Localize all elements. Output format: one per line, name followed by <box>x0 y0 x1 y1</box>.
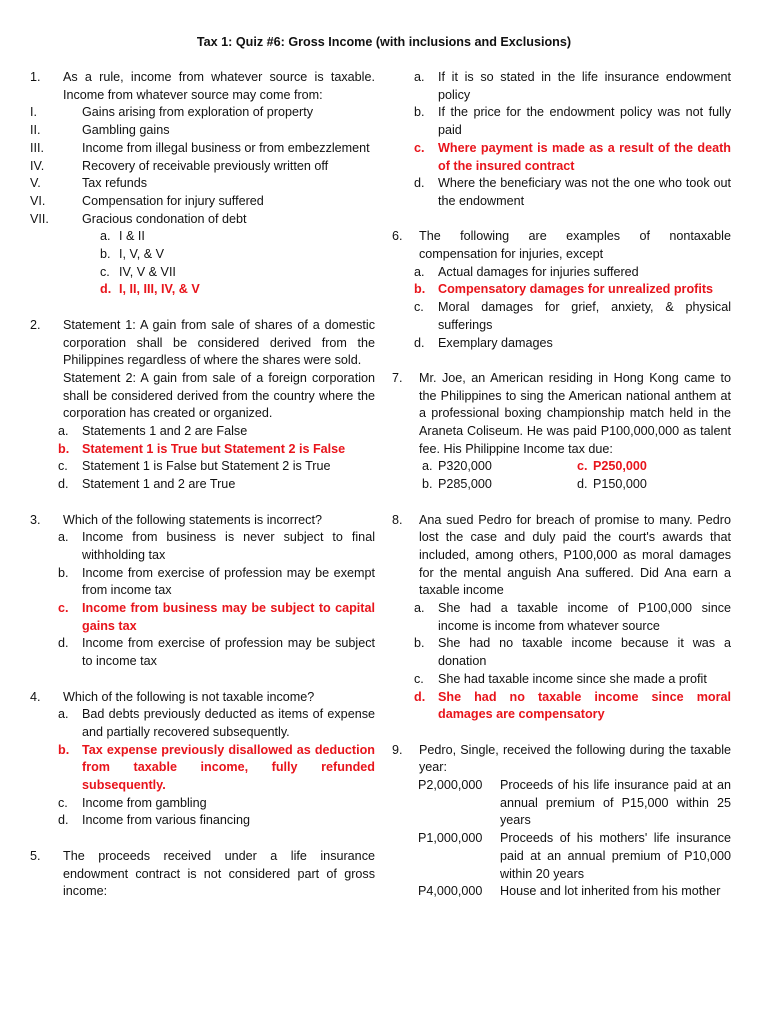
option-marker: b. <box>414 636 425 651</box>
option-marker: a. <box>58 424 69 439</box>
option-text: I, V, & V <box>119 247 165 262</box>
question-7 <box>392 370 731 459</box>
option-marker: b. <box>422 477 433 492</box>
option-text: She had no taxable income since moral damages are compensatory <box>438 689 731 722</box>
option-text: Exemplary damages <box>438 335 553 350</box>
receipt-amount: P4,000,000 <box>418 884 483 899</box>
question-number: 2. <box>30 317 41 332</box>
option-marker: a. <box>58 530 69 545</box>
option-text: Where the beneficiary was not the one who took out the endowment <box>438 176 731 208</box>
option-text: Statement 1 is True but Statement 2 is False <box>82 441 346 456</box>
question-2 <box>30 317 375 370</box>
receipt-amount: P2,000,000 <box>418 778 483 793</box>
question-number: 7. <box>392 370 403 385</box>
option-text: Income from exercise of profession may be subject to income tax <box>82 636 375 669</box>
option-marker: b. <box>58 441 70 456</box>
option-marker: a. <box>100 229 111 244</box>
option-b-correct <box>30 441 375 459</box>
option-text: I & II <box>119 229 145 244</box>
option-marker: c. <box>414 671 424 686</box>
option-text: Statement 1 and 2 are True <box>82 477 236 492</box>
option-a <box>30 423 375 441</box>
question-3 <box>30 512 375 530</box>
question-number: 9. <box>392 742 403 757</box>
option-d <box>392 175 731 210</box>
option-c-correct-text: P250,000 <box>593 459 647 474</box>
option-b <box>30 246 375 264</box>
question-text: Which of the following statements is incorrect? <box>63 512 322 527</box>
option-d <box>30 476 375 494</box>
option-c-correct <box>392 140 731 175</box>
question-text: The following are examples of nontaxable compensation for injuries, except <box>419 229 731 262</box>
roman-item <box>30 140 375 158</box>
question-2-statement-2 <box>30 370 375 423</box>
roman-item <box>30 158 375 176</box>
option-marker: c. <box>414 300 424 315</box>
receipt-item <box>392 883 731 901</box>
question-text: Ana sued Pedro for breach of promise to many. Pedro lost the case and duly paid the court's awards that included, among others, P100,000 as moral damages for the mental anguish Ana suffered. Did Ana earn a taxable income <box>419 512 731 598</box>
option-marker: a. <box>414 601 425 616</box>
option-marker: b. <box>414 282 426 297</box>
item-text: Compensation for injury suffered <box>82 193 264 208</box>
option-marker: d. <box>414 689 426 704</box>
question-text: Statement 1: A gain from sale of shares of a domestic corporation shall be considered derived from the Philippines regardless of where the shares were sold. <box>63 317 375 368</box>
option-b <box>392 104 731 139</box>
option-text: IV, V & VII <box>119 264 176 279</box>
option-b <box>30 565 375 600</box>
roman-item <box>30 122 375 140</box>
option-marker: d. <box>58 636 69 651</box>
option-text: Actual damages for injuries suffered <box>438 264 639 279</box>
option-marker: c. <box>58 601 69 616</box>
option-text: Bad debts previously deducted as items of expense and partially recovered subsequently. <box>82 707 375 739</box>
question-number: 1. <box>30 70 41 84</box>
question-text: As a rule, income from whatever source is taxable. Income from whatever source may come from: <box>63 70 375 102</box>
option-a <box>30 706 375 741</box>
option-marker: d. <box>414 176 425 191</box>
option-marker: a. <box>414 264 425 279</box>
question-number: 4. <box>30 689 41 704</box>
option-text: Income from business may be subject to capital gains tax <box>82 601 375 633</box>
option-c <box>392 299 731 334</box>
roman-marker: VII. <box>30 211 49 226</box>
question-7-options <box>392 458 731 493</box>
option-marker: c. <box>58 459 68 474</box>
item-text: Tax refunds <box>82 176 148 191</box>
question-9 <box>392 742 731 777</box>
option-b-correct <box>392 281 731 299</box>
option-text: I, II, III, IV, & V <box>119 282 200 297</box>
option-marker: b. <box>58 742 70 757</box>
option-b-correct <box>30 742 375 795</box>
option-a <box>392 69 731 104</box>
question-text: Pedro, Single, received the following during the taxable year: <box>419 742 731 775</box>
option-marker: b. <box>58 565 69 580</box>
question-text: Statement 2: A gain from sale of a foreign corporation shall be considered derived from the country where the corporation has created or organized. <box>63 370 375 421</box>
option-c-correct <box>30 600 375 635</box>
option-text: If it is so stated in the life insurance endowment policy <box>438 70 731 102</box>
question-number: 5. <box>30 848 41 863</box>
question-number: 8. <box>392 512 403 527</box>
option-text: Income from business is never subject to final withholding tax <box>82 530 375 562</box>
item-text: Gains arising from exploration of property <box>82 105 313 120</box>
question-5 <box>30 848 375 901</box>
roman-marker: II. <box>30 123 41 138</box>
option-text: Statements 1 and 2 are False <box>82 424 248 439</box>
option-marker: d. <box>577 477 588 492</box>
receipt-item <box>392 830 731 883</box>
receipt-item <box>392 777 731 830</box>
roman-marker: III. <box>30 140 44 155</box>
option-a <box>30 228 375 246</box>
receipt-amount: P1,000,000 <box>418 831 483 846</box>
roman-item <box>30 211 375 229</box>
option-marker: d. <box>58 813 69 828</box>
item-text: Gambling gains <box>82 123 170 138</box>
question-number: 3. <box>30 512 41 527</box>
receipt-description: House and lot inherited from his mother <box>500 884 721 899</box>
option-text: She had a taxable income of P100,000 since income is income from whatever source <box>438 601 731 633</box>
option-text: Where payment is made as a result of the death of the insured contract <box>438 140 731 173</box>
option-marker: b. <box>414 105 425 120</box>
question-number: 6. <box>392 229 403 244</box>
option-a-text: P320,000 <box>438 459 492 474</box>
option-b <box>392 635 731 670</box>
option-d <box>30 812 375 830</box>
right-column <box>392 69 731 901</box>
question-8 <box>392 512 731 601</box>
question-text: Which of the following is not taxable income? <box>63 689 315 704</box>
roman-marker: V. <box>30 176 41 191</box>
option-marker: d. <box>414 335 425 350</box>
option-c <box>30 458 375 476</box>
option-marker: d. <box>58 477 69 492</box>
option-d-correct <box>392 689 731 724</box>
option-text: She had taxable income since she made a profit <box>438 671 707 686</box>
item-text: Gracious condonation of debt <box>82 211 247 226</box>
option-marker: d. <box>100 282 112 297</box>
question-text: The proceeds received under a life insurance endowment contract is not considered part of gross income: <box>63 848 375 899</box>
option-d <box>30 635 375 670</box>
option-c <box>30 795 375 813</box>
option-marker: c. <box>100 264 110 279</box>
option-marker: a. <box>414 70 425 84</box>
roman-item <box>30 193 375 211</box>
option-text: Statement 1 is False but Statement 2 is True <box>82 459 331 474</box>
option-text: Tax expense previously disallowed as deduction from taxable income, fully refunded subsequently. <box>82 742 375 793</box>
option-a <box>392 600 731 635</box>
item-text: Income from illegal business or from embezzlement <box>82 140 370 155</box>
option-text: Income from gambling <box>82 795 207 810</box>
option-marker: c. <box>577 459 588 474</box>
option-marker: c. <box>58 795 68 810</box>
quiz-title: Tax 1: Quiz #6: Gross Income (with inclusions and Exclusions) <box>196 35 572 49</box>
roman-marker: I. <box>30 105 37 120</box>
receipt-description: Proceeds of his mothers' life insurance paid at an annual premium of P10,000 within 20 years <box>500 831 731 881</box>
option-a <box>392 264 731 282</box>
option-text: Income from exercise of profession may be exempt from income tax <box>82 565 375 598</box>
question-6 <box>392 228 731 263</box>
item-text: Recovery of receivable previously written off <box>82 158 329 173</box>
roman-item <box>30 175 375 193</box>
option-text: Moral damages for grief, anxiety, & physical sufferings <box>438 300 731 332</box>
roman-marker: VI. <box>30 193 46 208</box>
roman-marker: IV. <box>30 158 45 173</box>
option-d-correct <box>30 281 375 299</box>
option-c <box>30 264 375 282</box>
option-text: Compensatory damages for unrealized profits <box>438 282 714 297</box>
question-1 <box>30 69 375 104</box>
option-marker: a. <box>422 459 433 474</box>
option-text: If the price for the endowment policy was not fully paid <box>438 105 731 138</box>
roman-item <box>30 104 375 122</box>
option-a <box>30 529 375 564</box>
question-4 <box>30 689 375 707</box>
option-marker: b. <box>100 247 111 262</box>
question-text: Mr. Joe, an American residing in Hong Kong came to the Philippines to sing the American national anthem at a professional boxing championship match held in the Araneta Coliseum. He was paid P100,000,000 as talent fee. His Philippine Income tax due: <box>419 370 731 456</box>
option-text: Income from various financing <box>82 813 250 828</box>
option-b-text: P285,000 <box>438 477 492 492</box>
option-marker: a. <box>58 707 69 722</box>
option-d-text: P150,000 <box>593 477 647 492</box>
option-marker: c. <box>414 140 425 155</box>
option-c <box>392 671 731 689</box>
option-d <box>392 335 731 353</box>
option-text: She had no taxable income because it was a donation <box>438 636 731 669</box>
left-column <box>30 69 375 901</box>
receipt-description: Proceeds of his life insurance paid at an annual premium of P15,000 within 25 years <box>500 778 731 828</box>
